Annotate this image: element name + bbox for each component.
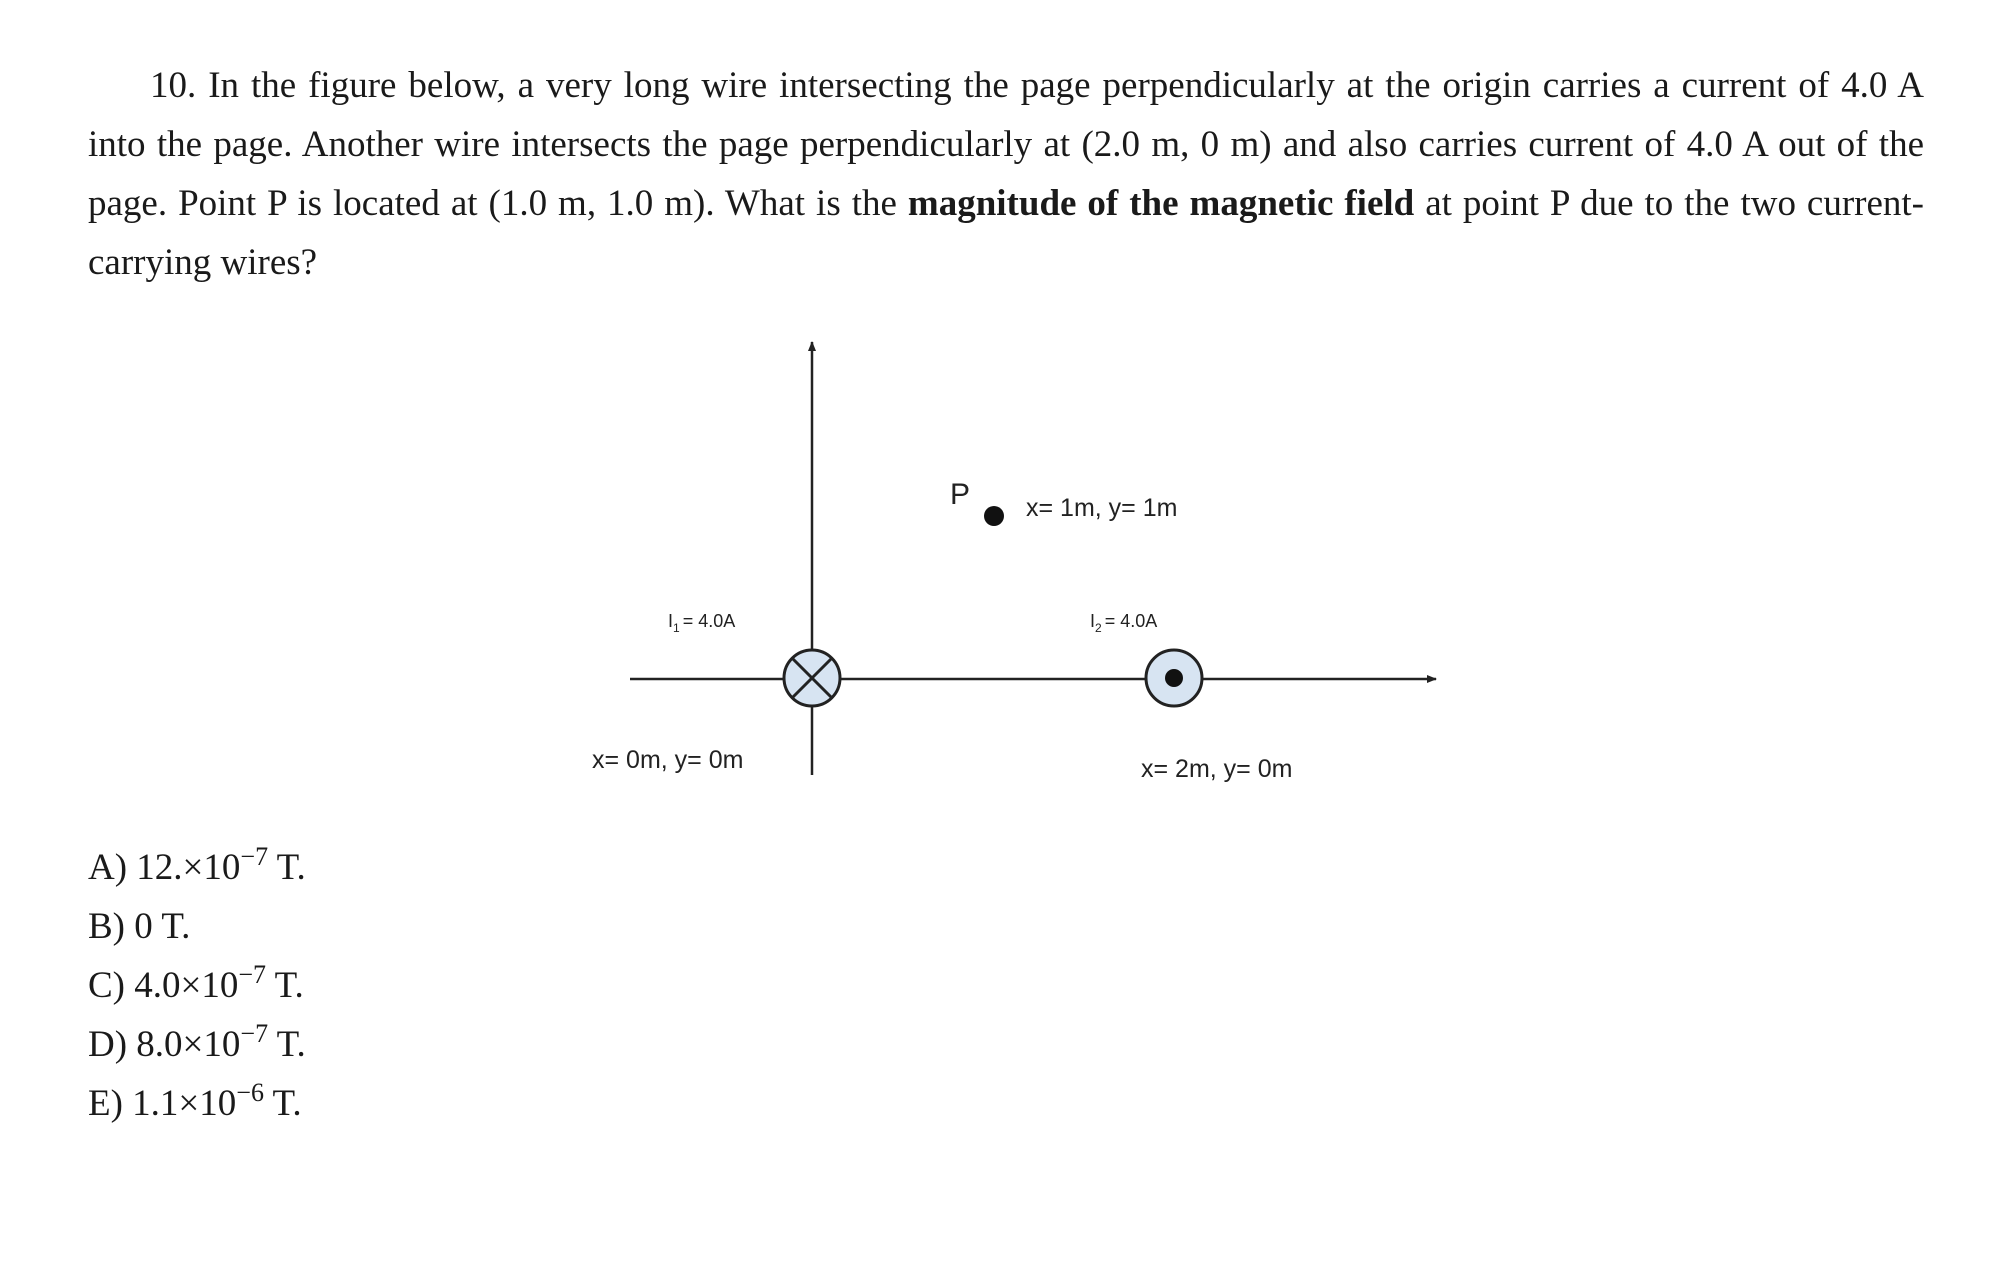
- wire2-coords: x= 2m, y= 0m: [1141, 755, 1293, 783]
- wire2-current-label: $I_2 = 4.0A$: [1090, 611, 1158, 635]
- wire-into-page-icon: [784, 650, 840, 706]
- wire1-coords: x= 0m, y= 0m: [592, 746, 744, 774]
- question-emphasis: magnitude of the magnetic field: [907, 183, 1415, 224]
- point-p-dot: [984, 506, 1004, 526]
- wire-diagram: [560, 320, 1460, 800]
- diagram-svg: [560, 320, 1460, 800]
- question-number: 10.: [150, 65, 197, 106]
- answer-option-a: A) $12.\times 10^{-7}$ T.: [88, 842, 306, 888]
- wire-out-of-page-icon: [1146, 650, 1202, 706]
- point-p-label: P: [950, 478, 971, 511]
- question-text: [88, 56, 1924, 292]
- answer-option-e: E) $1.1\times 10^{-6}$ T.: [88, 1078, 302, 1124]
- answer-option-b: B) 0 T.: [88, 906, 191, 947]
- point-p-coords: x= 1m, y= 1m: [1026, 494, 1178, 522]
- question-body-1: In the figure below, a very long wire intersecting the page perpendicularly at the origin carries a current of 4.0 A into the page. Another wire intersects the page perpendicularly at (2.0 m, 0 m) and also carries current of 4.0 A out of the page. Point P is located at (1.0 m, 1.0 m). What is the: [88, 65, 1925, 224]
- answer-choices: [88, 838, 306, 1133]
- answer-option-c: C) $4.0\times 10^{-7}$ T.: [88, 960, 304, 1006]
- question-body-2: at point P due to the two current-carrying wires?: [88, 183, 1925, 283]
- answer-option-d: D) $8.0\times 10^{-7}$ T.: [88, 1019, 306, 1065]
- wire1-current-label: $I_1 = 4.0A$: [668, 611, 736, 635]
